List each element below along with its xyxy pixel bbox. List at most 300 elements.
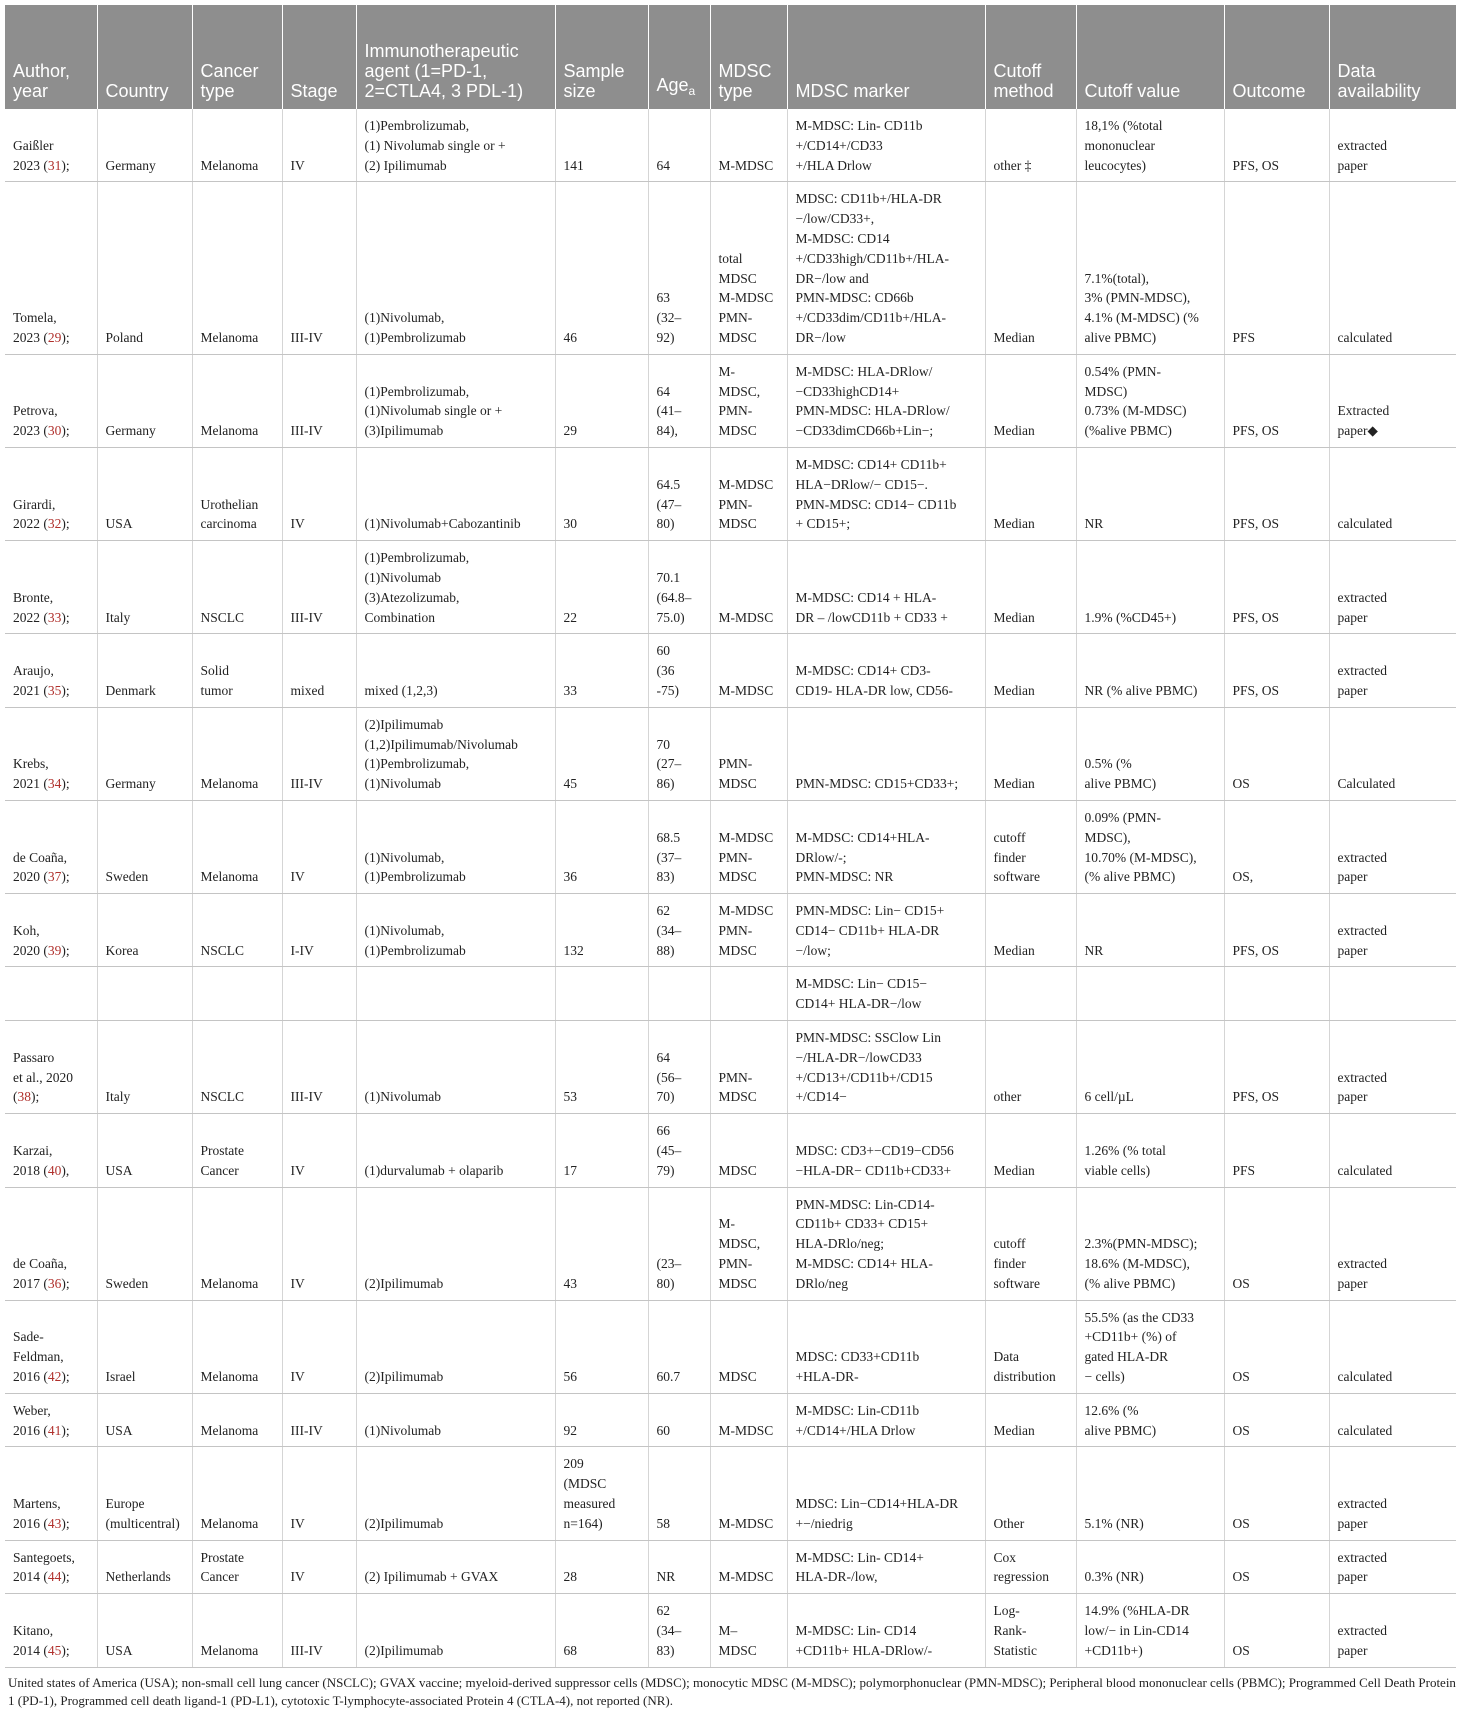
- mdsc-marker-cell: M-MDSC: CD14+ CD3- CD19- HLA-DR low, CD56-: [787, 634, 985, 707]
- data-availability-cell: calculated: [1329, 182, 1456, 354]
- table-row: [5, 182, 1456, 354]
- age-cell: 62 (34– 83): [648, 1594, 710, 1667]
- author-text: Tomela, 2023 (: [13, 310, 57, 345]
- outcome-cell: PFS: [1224, 1114, 1329, 1187]
- cutoff-value-cell: [1076, 967, 1224, 1021]
- sample-size-cell: 132: [555, 894, 648, 967]
- country-cell: Netherlands: [97, 1540, 192, 1594]
- cutoff-method-cell: [985, 967, 1076, 1021]
- age-cell: 58: [648, 1447, 710, 1540]
- cancer-type-cell: Prostate Cancer: [192, 1114, 282, 1187]
- data-availability-cell: extracted paper: [1329, 1187, 1456, 1300]
- cutoff-method-cell: Data distribution: [985, 1300, 1076, 1393]
- agent-cell: (1)Pembrolizumab, (1)Nivolumab single or + (3)Ipilimumab: [356, 354, 555, 447]
- table-row: [5, 967, 1456, 1021]
- header-mdsc-type: MDSC type: [710, 5, 787, 109]
- cancer-type-cell: Melanoma: [192, 354, 282, 447]
- agent-cell: (1)durvalumab + olaparib: [356, 1114, 555, 1187]
- country-cell: Germany: [97, 354, 192, 447]
- outcome-cell: PFS, OS: [1224, 109, 1329, 182]
- age-cell: 64: [648, 109, 710, 182]
- cancer-type-cell: Urothelian carcinoma: [192, 447, 282, 540]
- data-availability-cell: extracted paper: [1329, 1594, 1456, 1667]
- reference-link[interactable]: 29: [47, 329, 62, 345]
- mdsc-marker-cell: PMN-MDSC: Lin-CD14- CD11b+ CD33+ CD15+ HLA-DRlo/neg; M-MDSC: CD14+ HLA- DRlo/neg: [787, 1187, 985, 1300]
- agent-cell: (1)Nivolumab: [356, 1393, 555, 1447]
- stage-cell: [282, 967, 356, 1021]
- table-row: [5, 1021, 1456, 1114]
- sample-size-cell: 30: [555, 447, 648, 540]
- mdsc-marker-cell: PMN-MDSC: CD15+CD33+;: [787, 707, 985, 800]
- data-availability-cell: [1329, 967, 1456, 1021]
- outcome-cell: OS: [1224, 1187, 1329, 1300]
- cancer-type-cell: Melanoma: [192, 707, 282, 800]
- cutoff-value-cell: NR: [1076, 894, 1224, 967]
- agent-cell: mixed (1,2,3): [356, 634, 555, 707]
- author-text: Martens, 2016 (: [13, 1496, 61, 1531]
- age-cell: 70.1 (64.8– 75.0): [648, 541, 710, 634]
- mdsc-type-cell: M- MDSC, PMN- MDSC: [710, 1187, 787, 1300]
- cutoff-value-cell: NR: [1076, 447, 1224, 540]
- author-tail: );: [61, 1642, 70, 1658]
- author-text: Kitano, 2014 (: [13, 1623, 54, 1658]
- sample-size-cell: 22: [555, 541, 648, 634]
- cutoff-value-cell: 0.3% (NR): [1076, 1540, 1224, 1594]
- author-tail: );: [61, 1422, 70, 1438]
- cutoff-method-cell: Other: [985, 1447, 1076, 1540]
- mdsc-marker-cell: M-MDSC: HLA-DRlow/ −CD33highCD14+ PMN-MDSC: HLA-DRlow/ −CD33dimCD66b+Lin−;: [787, 354, 985, 447]
- author-tail: ),: [61, 1162, 70, 1178]
- author-cell: [5, 354, 97, 447]
- reference-link[interactable]: 44: [47, 1569, 62, 1585]
- cutoff-method-cell: Median: [985, 634, 1076, 707]
- reference-link[interactable]: 31: [47, 157, 62, 173]
- cutoff-value-cell: 1.26% (% total viable cells): [1076, 1114, 1224, 1187]
- mdsc-marker-cell: MDSC: Lin−CD14+HLA-DR +−/niedrig: [787, 1447, 985, 1540]
- sample-size-cell: 141: [555, 109, 648, 182]
- reference-link[interactable]: 36: [47, 1275, 62, 1291]
- mdsc-marker-cell: M-MDSC: Lin- CD14 +CD11b+ HLA-DRlow/-: [787, 1594, 985, 1667]
- cancer-type-cell: Melanoma: [192, 1594, 282, 1667]
- cancer-type-cell: NSCLC: [192, 1021, 282, 1114]
- author-tail: );: [31, 1089, 40, 1105]
- author-text: Girardi, 2022 (: [13, 496, 56, 532]
- table-row: [5, 541, 1456, 634]
- cancer-type-cell: [192, 967, 282, 1021]
- agent-cell: (1)Nivolumab+Cabozantinib: [356, 447, 555, 540]
- table-row: [5, 1187, 1456, 1300]
- cutoff-value-cell: 0.5% (% alive PBMC): [1076, 707, 1224, 800]
- sample-size-cell: 28: [555, 1540, 648, 1594]
- age-cell: 64 (56– 70): [648, 1021, 710, 1114]
- mdsc-type-cell: M-MDSC: [710, 1447, 787, 1540]
- country-cell: Italy: [97, 541, 192, 634]
- agent-cell: (2)Ipilimumab: [356, 1447, 555, 1540]
- cancer-type-cell: NSCLC: [192, 541, 282, 634]
- author-cell: [5, 109, 97, 182]
- agent-cell: (2)Ipilimumab (1,2)Ipilimumab/Nivolumab (1)Pembrolizumab, (1)Nivolumab: [356, 707, 555, 800]
- sample-size-cell: 209 (MDSC measured n=164): [555, 1447, 648, 1540]
- cutoff-value-cell: 0.09% (PMN- MDSC), 10.70% (M-MDSC), (% alive PBMC): [1076, 800, 1224, 893]
- table-row: [5, 354, 1456, 447]
- age-cell: 70 (27– 86): [648, 707, 710, 800]
- author-text: Araujo, 2021 (: [13, 663, 54, 698]
- cutoff-method-cell: Median: [985, 182, 1076, 354]
- agent-cell: (1)Nivolumab: [356, 1021, 555, 1114]
- mdsc-type-cell: M- MDSC, PMN- MDSC: [710, 354, 787, 447]
- outcome-cell: PFS, OS: [1224, 634, 1329, 707]
- cutoff-value-cell: 0.54% (PMN- MDSC) 0.73% (M-MDSC) (%alive PBMC): [1076, 354, 1224, 447]
- study-characteristics-table: [5, 5, 1456, 1668]
- table-header-row: [5, 5, 1456, 109]
- table-row: [5, 1393, 1456, 1447]
- author-cell: [5, 541, 97, 634]
- country-cell: Korea: [97, 894, 192, 967]
- cancer-type-cell: Melanoma: [192, 109, 282, 182]
- author-tail: );: [61, 516, 70, 532]
- outcome-cell: PFS, OS: [1224, 541, 1329, 634]
- cancer-type-cell: Melanoma: [192, 1447, 282, 1540]
- cutoff-value-cell: 7.1%(total), 3% (PMN-MDSC), 4.1% (M-MDSC) (% alive PBMC): [1076, 182, 1224, 354]
- mdsc-type-cell: M-MDSC: [710, 541, 787, 634]
- author-cell: [5, 894, 97, 967]
- outcome-cell: OS: [1224, 1540, 1329, 1594]
- cutoff-method-cell: other: [985, 1021, 1076, 1114]
- outcome-cell: OS,: [1224, 800, 1329, 893]
- author-cell: [5, 1393, 97, 1447]
- table-row: [5, 634, 1456, 707]
- stage-cell: III-IV: [282, 182, 356, 354]
- author-text: Santegoets, 2014 (: [13, 1549, 75, 1585]
- table-body: [5, 109, 1456, 1667]
- outcome-cell: PFS, OS: [1224, 1021, 1329, 1114]
- header-cutoff-value: Cutoff value: [1076, 5, 1224, 109]
- data-availability-cell: extracted paper: [1329, 1540, 1456, 1594]
- mdsc-type-cell: MDSC: [710, 1114, 787, 1187]
- stage-cell: III-IV: [282, 1393, 356, 1447]
- country-cell: Denmark: [97, 634, 192, 707]
- cancer-type-cell: Melanoma: [192, 1393, 282, 1447]
- table-footnote: United states of America (USA); non-small cell lung cancer (NSCLC); GVAX vaccine; myeloid-derived suppressor cells (MDSC); monocytic MDSC (M-MDSC); polymorphonuclear (PMN-MDSC); Peripheral blood mononuclear cells (PBMC); Programmed Cell Death Protein 1 (PD-1), Programmed cell death ligand-1 (PD-L1), cytotoxic T-lymphocyte-associated Protein 4 (CTLA-4), not reported (NR).: [8, 1674, 1456, 1708]
- age-cell: (23– 80): [648, 1187, 710, 1300]
- mdsc-marker-cell: PMN-MDSC: Lin− CD15+ CD14− CD11b+ HLA-DR −/low;: [787, 894, 985, 967]
- mdsc-type-cell: M– MDSC: [710, 1594, 787, 1667]
- author-cell: [5, 967, 97, 1021]
- table-row: [5, 1300, 1456, 1393]
- table-row: [5, 1540, 1456, 1594]
- mdsc-type-cell: M-MDSC: [710, 1540, 787, 1594]
- stage-cell: III-IV: [282, 1021, 356, 1114]
- reference-link[interactable]: 45: [47, 1642, 62, 1658]
- cutoff-method-cell: Median: [985, 707, 1076, 800]
- stage-cell: III-IV: [282, 1594, 356, 1667]
- mdsc-type-cell: MDSC: [710, 1300, 787, 1393]
- reference-link[interactable]: 32: [47, 516, 62, 532]
- data-availability-cell: Calculated: [1329, 707, 1456, 800]
- stage-cell: III-IV: [282, 541, 356, 634]
- reference-link[interactable]: 42: [47, 1369, 62, 1385]
- outcome-cell: OS: [1224, 1594, 1329, 1667]
- mdsc-marker-cell: M-MDSC: Lin- CD14+ HLA-DR-/low,: [787, 1540, 985, 1594]
- agent-cell: (2)Ipilimumab: [356, 1187, 555, 1300]
- data-availability-cell: extracted paper: [1329, 1447, 1456, 1540]
- reference-link[interactable]: 43: [47, 1515, 62, 1531]
- age-cell: 63 (32– 92): [648, 182, 710, 354]
- mdsc-marker-cell: MDSC: CD3+−CD19−CD56 −HLA-DR− CD11b+CD33+: [787, 1114, 985, 1187]
- country-cell: USA: [97, 447, 192, 540]
- mdsc-marker-cell: M-MDSC: CD14+HLA- DRlow/-; PMN-MDSC: NR: [787, 800, 985, 893]
- author-text: Bronte, 2022 (: [13, 589, 54, 625]
- reference-link[interactable]: 39: [47, 942, 62, 958]
- author-cell: [5, 1447, 97, 1540]
- mdsc-type-cell: M-MDSC PMN- MDSC: [710, 800, 787, 893]
- mdsc-type-cell: [710, 967, 787, 1021]
- cutoff-value-cell: 55.5% (as the CD33 +CD11b+ (%) of gated HLA-DR − cells): [1076, 1300, 1224, 1393]
- author-cell: [5, 1114, 97, 1187]
- country-cell: Germany: [97, 707, 192, 800]
- mdsc-marker-cell: PMN-MDSC: SSClow Lin −/HLA-DR−/lowCD33 +/CD13+/CD11b+/CD15 +/CD14−: [787, 1021, 985, 1114]
- cutoff-value-cell: 18,1% (%total mononuclear leucocytes): [1076, 109, 1224, 182]
- author-cell: [5, 1540, 97, 1594]
- agent-cell: (2)Ipilimumab: [356, 1300, 555, 1393]
- cutoff-method-cell: Median: [985, 354, 1076, 447]
- author-tail: );: [61, 609, 70, 625]
- author-tail: );: [61, 1369, 70, 1385]
- agent-cell: (1)Pembrolizumab, (1) Nivolumab single or + (2) Ipilimumab: [356, 109, 555, 182]
- mdsc-type-cell: PMN- MDSC: [710, 1021, 787, 1114]
- cancer-type-cell: Melanoma: [192, 1187, 282, 1300]
- author-text: Krebs, 2021 (: [13, 756, 49, 792]
- country-cell: USA: [97, 1393, 192, 1447]
- sample-size-cell: 92: [555, 1393, 648, 1447]
- age-cell: 62 (34– 88): [648, 894, 710, 967]
- agent-cell: [356, 967, 555, 1021]
- mdsc-marker-cell: MDSC: CD33+CD11b +HLA-DR-: [787, 1300, 985, 1393]
- cutoff-method-cell: Cox regression: [985, 1540, 1076, 1594]
- author-tail: );: [61, 776, 70, 792]
- author-cell: [5, 707, 97, 800]
- cutoff-method-cell: Median: [985, 1393, 1076, 1447]
- table-figure: [5, 5, 1456, 1710]
- stage-cell: IV: [282, 1447, 356, 1540]
- table-row: [5, 800, 1456, 893]
- author-cell: [5, 1594, 97, 1667]
- cutoff-value-cell: 12.6% (% alive PBMC): [1076, 1393, 1224, 1447]
- author-cell: [5, 1021, 97, 1114]
- table-row: [5, 707, 1456, 800]
- data-availability-cell: Extracted paper◆: [1329, 354, 1456, 447]
- cutoff-method-cell: Median: [985, 541, 1076, 634]
- author-text: Gaißler 2023 (: [13, 137, 54, 173]
- table-row: [5, 1447, 1456, 1540]
- cutoff-method-cell: Median: [985, 1114, 1076, 1187]
- cutoff-method-cell: other ‡: [985, 109, 1076, 182]
- cutoff-value-cell: 5.1% (NR): [1076, 1447, 1224, 1540]
- country-cell: Sweden: [97, 800, 192, 893]
- header-cancer-type: Cancer type: [192, 5, 282, 109]
- author-tail: );: [61, 157, 70, 173]
- author-tail: );: [61, 1275, 70, 1291]
- author-tail: );: [61, 682, 70, 698]
- table-row: [5, 447, 1456, 540]
- stage-cell: III-IV: [282, 354, 356, 447]
- header-mdsc-marker: MDSC marker: [787, 5, 985, 109]
- sample-size-cell: 43: [555, 1187, 648, 1300]
- country-cell: USA: [97, 1114, 192, 1187]
- header-data-availability: Data availability: [1329, 5, 1456, 109]
- age-cell: 60.7: [648, 1300, 710, 1393]
- cutoff-method-cell: Median: [985, 447, 1076, 540]
- data-availability-cell: extracted paper: [1329, 634, 1456, 707]
- cutoff-method-cell: cutoff finder software: [985, 1187, 1076, 1300]
- data-availability-cell: extracted paper: [1329, 800, 1456, 893]
- author-cell: [5, 800, 97, 893]
- header-country: Country: [97, 5, 192, 109]
- header-age-label: Age: [656, 75, 689, 95]
- cancer-type-cell: Melanoma: [192, 1300, 282, 1393]
- stage-cell: IV: [282, 109, 356, 182]
- author-text: Sade- Feldman, 2016 (: [13, 1329, 64, 1385]
- age-cell: 68.5 (37– 83): [648, 800, 710, 893]
- outcome-cell: OS: [1224, 1393, 1329, 1447]
- header-stage: Stage: [282, 5, 356, 109]
- mdsc-type-cell: M-MDSC PMN- MDSC: [710, 447, 787, 540]
- author-cell: [5, 1187, 97, 1300]
- author-tail: );: [61, 1569, 70, 1585]
- sample-size-cell: 45: [555, 707, 648, 800]
- mdsc-marker-cell: MDSC: CD11b+/HLA-DR −/low/CD33+, M-MDSC: CD14 +/CD33high/CD11b+/HLA- DR−/low and PMN-MDSC: CD66b +/CD33dim/CD11b+/HLA- DR−/low: [787, 182, 985, 354]
- mdsc-type-cell: M-MDSC: [710, 109, 787, 182]
- header-author: Author, year: [5, 5, 97, 109]
- mdsc-type-cell: total MDSC M-MDSC PMN- MDSC: [710, 182, 787, 354]
- data-availability-cell: extracted paper: [1329, 109, 1456, 182]
- agent-cell: (1)Nivolumab, (1)Pembrolizumab: [356, 894, 555, 967]
- data-availability-cell: calculated: [1329, 447, 1456, 540]
- outcome-cell: PFS, OS: [1224, 894, 1329, 967]
- agent-cell: (1)Pembrolizumab, (1)Nivolumab (3)Atezolizumab, Combination: [356, 541, 555, 634]
- reference-link[interactable]: 33: [47, 609, 62, 625]
- stage-cell: I-IV: [282, 894, 356, 967]
- age-cell: 60: [648, 1393, 710, 1447]
- header-agent: Immunotherapeutic agent (1=PD-1, 2=CTLA4, 3 PDL-1): [356, 5, 555, 109]
- table-row: [5, 1114, 1456, 1187]
- reference-link[interactable]: 34: [47, 776, 62, 792]
- author-tail: );: [61, 942, 70, 958]
- reference-link[interactable]: 41: [47, 1422, 62, 1438]
- author-text: de Coaña, 2020 (: [13, 849, 67, 885]
- cancer-type-cell: Melanoma: [192, 800, 282, 893]
- data-availability-cell: calculated: [1329, 1114, 1456, 1187]
- country-cell: [97, 967, 192, 1021]
- author-tail: );: [61, 1515, 70, 1531]
- header-sample-size: Sample size: [555, 5, 648, 109]
- reference-link[interactable]: 40: [47, 1162, 62, 1178]
- sample-size-cell: 56: [555, 1300, 648, 1393]
- cutoff-value-cell: 6 cell/µL: [1076, 1021, 1224, 1114]
- outcome-cell: OS: [1224, 707, 1329, 800]
- agent-cell: (1)Nivolumab, (1)Pembrolizumab: [356, 182, 555, 354]
- country-cell: USA: [97, 1594, 192, 1667]
- cutoff-value-cell: NR (% alive PBMC): [1076, 634, 1224, 707]
- mdsc-marker-cell: M-MDSC: CD14 + HLA- DR – /lowCD11b + CD33 +: [787, 541, 985, 634]
- cutoff-value-cell: 2.3%(PMN-MDSC); 18.6% (M-MDSC), (% alive PBMC): [1076, 1187, 1224, 1300]
- header-cutoff-method: Cutoff method: [985, 5, 1076, 109]
- outcome-cell: OS: [1224, 1300, 1329, 1393]
- mdsc-marker-cell: M-MDSC: Lin- CD11b +/CD14+/CD33 +/HLA Drlow: [787, 109, 985, 182]
- reference-link[interactable]: 30: [47, 423, 62, 439]
- sample-size-cell: 17: [555, 1114, 648, 1187]
- author-cell: [5, 1300, 97, 1393]
- country-cell: Germany: [97, 109, 192, 182]
- author-text: Koh, 2020 (: [13, 922, 48, 958]
- header-age: [648, 5, 710, 109]
- country-cell: Italy: [97, 1021, 192, 1114]
- reference-link[interactable]: 35: [47, 682, 62, 698]
- data-availability-cell: calculated: [1329, 1300, 1456, 1393]
- cutoff-value-cell: 14.9% (%HLA-DR low/− in Lin-CD14 +CD11b+): [1076, 1594, 1224, 1667]
- outcome-cell: [1224, 967, 1329, 1021]
- age-cell: 60 (36 -75): [648, 634, 710, 707]
- cancer-type-cell: Solid tumor: [192, 634, 282, 707]
- author-text: Karzai, 2018 (: [13, 1143, 53, 1178]
- stage-cell: mixed: [282, 634, 356, 707]
- mdsc-marker-cell: M-MDSC: Lin− CD15− CD14+ HLA-DR−/low: [787, 967, 985, 1021]
- data-availability-cell: extracted paper: [1329, 541, 1456, 634]
- age-cell: NR: [648, 1540, 710, 1594]
- stage-cell: IV: [282, 1540, 356, 1594]
- author-cell: [5, 447, 97, 540]
- sample-size-cell: 53: [555, 1021, 648, 1114]
- table-row: [5, 109, 1456, 182]
- cancer-type-cell: NSCLC: [192, 894, 282, 967]
- reference-link[interactable]: 37: [47, 869, 62, 885]
- data-availability-cell: extracted paper: [1329, 1021, 1456, 1114]
- author-cell: [5, 634, 97, 707]
- mdsc-type-cell: M-MDSC: [710, 1393, 787, 1447]
- age-cell: [648, 967, 710, 1021]
- sample-size-cell: [555, 967, 648, 1021]
- outcome-cell: OS: [1224, 1447, 1329, 1540]
- sample-size-cell: 29: [555, 354, 648, 447]
- author-text: Petrova, 2023 (: [13, 403, 58, 439]
- author-text: Passaro et al., 2020 (: [13, 1049, 73, 1105]
- sample-size-cell: 36: [555, 800, 648, 893]
- stage-cell: IV: [282, 447, 356, 540]
- sample-size-cell: 68: [555, 1594, 648, 1667]
- age-cell: 66 (45– 79): [648, 1114, 710, 1187]
- country-cell: Europe (multicentral): [97, 1447, 192, 1540]
- cutoff-method-cell: Log- Rank- Statistic: [985, 1594, 1076, 1667]
- table-row: [5, 894, 1456, 967]
- country-cell: Sweden: [97, 1187, 192, 1300]
- country-cell: Poland: [97, 182, 192, 354]
- mdsc-type-cell: M-MDSC PMN- MDSC: [710, 894, 787, 967]
- author-tail: );: [61, 329, 70, 345]
- author-text: Weber, 2016 (: [13, 1402, 51, 1438]
- author-tail: );: [61, 869, 70, 885]
- header-outcome: Outcome: [1224, 5, 1329, 109]
- cutoff-value-cell: 1.9% (%CD45+): [1076, 541, 1224, 634]
- author-text: de Coaña, 2017 (: [13, 1256, 67, 1291]
- reference-link[interactable]: 38: [17, 1089, 31, 1105]
- cutoff-method-cell: cutoff finder software: [985, 800, 1076, 893]
- cancer-type-cell: Prostate Cancer: [192, 1540, 282, 1594]
- outcome-cell: PFS, OS: [1224, 447, 1329, 540]
- stage-cell: IV: [282, 1114, 356, 1187]
- agent-cell: (2) Ipilimumab + GVAX: [356, 1540, 555, 1594]
- age-cell: 64 (41– 84),: [648, 354, 710, 447]
- author-tail: );: [61, 423, 70, 439]
